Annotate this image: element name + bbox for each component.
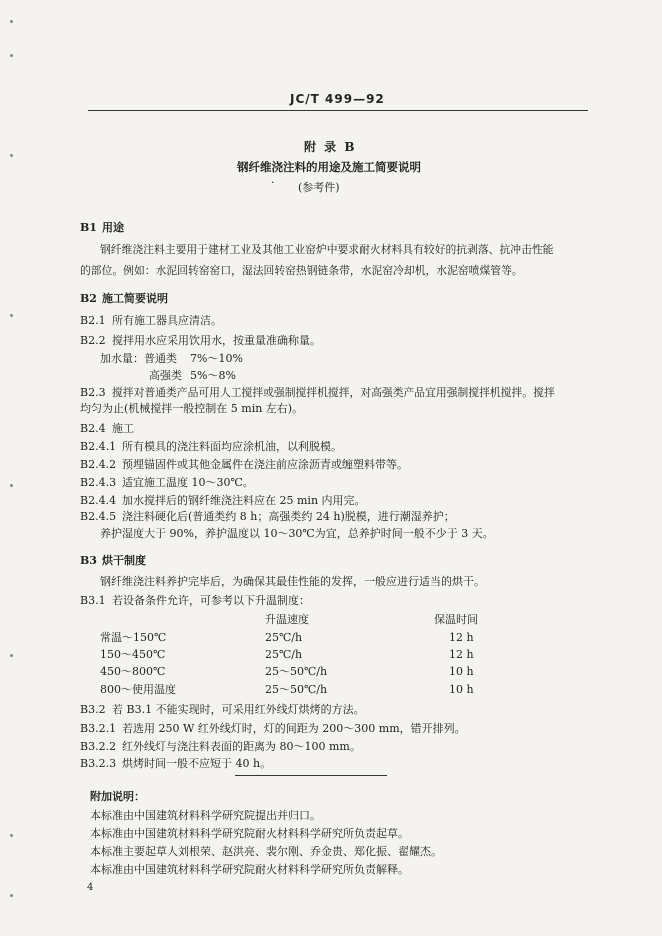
b245-number: B2.4.5	[80, 510, 117, 523]
table-cell-rate: 25～50℃/h	[265, 665, 328, 678]
b31-number: B3.1	[80, 594, 106, 607]
table-cell-hold: 10 h	[449, 665, 474, 678]
water-amount-normal: 7%～10%	[190, 352, 243, 365]
additional-line: 本标准由中国建筑材料科学研究院提出并归口。	[90, 809, 321, 822]
b322-text: 红外线灯与浇注料表面的距离为 80～100 mm。	[122, 740, 361, 753]
b1-number: B1	[80, 221, 97, 234]
table-header-hold: 保温时间	[434, 613, 478, 626]
additional-heading: 附加说明：	[90, 790, 145, 803]
b244-text: 加水搅拌后的钢纤维浇注料应在 25 min 内用完。	[122, 494, 366, 507]
table-cell-hold: 12 h	[449, 631, 474, 644]
b323-number: B3.2.3	[80, 757, 117, 770]
b2-number: B2	[80, 292, 97, 305]
b1-heading: 用途	[102, 221, 124, 234]
standard-code: JC/T 499—92	[290, 92, 385, 106]
table-cell-rate: 25～50℃/h	[265, 683, 328, 696]
table-cell-range: 450～800℃	[100, 665, 166, 678]
b242-text: 预埋锚固件或其他金属件在浇注前应涂沥青或缠塑料带等。	[122, 458, 408, 471]
b24-text: 施工	[112, 422, 134, 435]
b242-number: B2.4.2	[80, 458, 117, 471]
b22-text: 搅拌用水应采用饮用水，按重量准确称量。	[112, 334, 321, 347]
b245-line2: 养护湿度大于 90%，养护温度以 10～30℃为宜，总养护时间一般不少于 3 天。	[100, 527, 494, 540]
b32-text: 若 B3.1 不能实现时，可采用红外线灯烘烤的方法。	[112, 703, 365, 716]
table-cell-rate: 25℃/h	[265, 631, 303, 644]
b243-number: B2.4.3	[80, 476, 117, 489]
appendix-title: 钢纤维浇注料的用途及施工简要说明	[237, 160, 421, 174]
water-amount-high-label: 高强类	[149, 369, 182, 382]
b241-text: 所有模具的浇注料面均应涂机油，以利脱模。	[122, 440, 342, 453]
b322-number: B3.2.2	[80, 740, 117, 753]
binding-holes	[8, 14, 18, 914]
b22-number: B2.2	[80, 334, 106, 347]
b24-number: B2.4	[80, 422, 106, 435]
b243-text: 适宜施工温度 10～30℃。	[122, 476, 254, 489]
appendix-dot: ·	[271, 176, 275, 189]
b21-number: B2.1	[80, 314, 106, 327]
additional-line: 本标准主要起草人刘根荣、赵洪亮、裴尔刚、乔金贵、郑化振、翟耀杰。	[90, 845, 442, 858]
appendix-note: (参考件)	[298, 181, 340, 194]
b321-text: 若选用 250 W 红外线灯时，灯的间距为 200～300 mm，错开排列。	[122, 722, 466, 735]
table-cell-range: 常温～150℃	[100, 631, 167, 644]
b321-number: B3.2.1	[80, 722, 117, 735]
water-amount-high: 5%～8%	[190, 369, 236, 382]
table-cell-hold: 10 h	[449, 683, 474, 696]
b32-number: B3.2	[80, 703, 106, 716]
b244-number: B2.4.4	[80, 494, 117, 507]
b3-intro: 钢纤维浇注料养护完毕后，为确保其最佳性能的发挥，一般应进行适当的烘干。	[100, 575, 485, 588]
b323-text: 烘烤时间一般不应短于 40 h。	[122, 757, 272, 770]
b23-number: B2.3	[80, 386, 106, 399]
b245-line1: 浇注料硬化后(普通类约 8 h；高强类约 24 h)脱模，进行潮湿养护；	[122, 510, 455, 523]
additional-line: 本标准由中国建筑材料科学研究院耐火材料科学研究所负责解释。	[90, 863, 409, 876]
b23-line2: 均匀为止(机械搅拌一般控制在 5 min 左右)。	[80, 402, 304, 415]
b241-number: B2.4.1	[80, 440, 117, 453]
b3-heading: 烘干制度	[102, 554, 146, 567]
b31-text: 若设备条件允许，可参考以下升温制度：	[112, 594, 310, 607]
table-cell-hold: 12 h	[449, 648, 474, 661]
appendix-label: 附 录 B	[304, 140, 357, 154]
b23-line1: 搅拌对普通类产品可用人工搅拌或强制搅拌机搅拌，对高强类产品宜用强制搅拌机搅拌。搅拌	[112, 386, 555, 399]
header-rule	[88, 110, 588, 111]
table-cell-rate: 25℃/h	[265, 648, 303, 661]
table-header-rate: 升温速度	[265, 613, 309, 626]
footnote-rule	[235, 775, 387, 776]
b2-heading: 施工简要说明	[102, 292, 168, 305]
table-cell-range: 800～使用温度	[100, 683, 176, 696]
additional-line: 本标准由中国建筑材料科学研究院耐火材料科学研究所负责起草。	[90, 827, 409, 840]
b21-text: 所有施工器具应清洁。	[112, 314, 222, 327]
b3-number: B3	[80, 554, 97, 567]
b1-paragraph-line1: 钢纤维浇注料主要用于建材工业及其他工业窑炉中要求耐火材料具有较好的抗剥落、抗冲击性能	[100, 243, 554, 256]
b1-paragraph-line2: 的部位。例如：水泥回转窑窑口，湿法回转窑热钢链条带，水泥窑冷却机，水泥窑喷煤管等。	[80, 264, 523, 277]
table-cell-range: 150～450℃	[100, 648, 166, 661]
water-amount-label: 加水量：普通类	[100, 352, 177, 365]
page-number: 4	[87, 882, 94, 893]
